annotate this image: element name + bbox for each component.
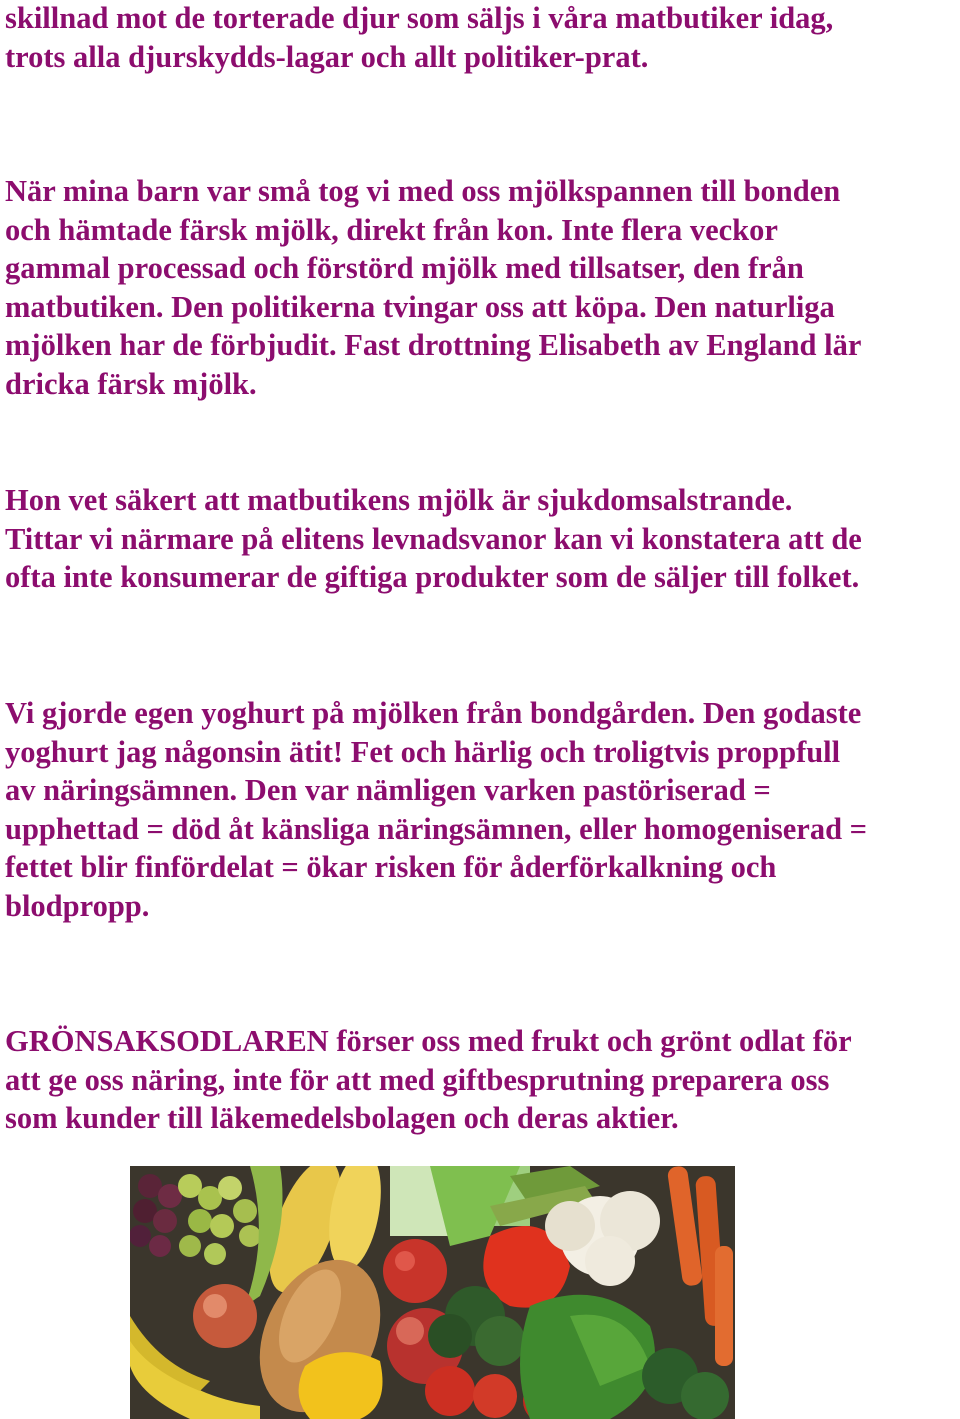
vegetable-basket-photo [130,1166,735,1419]
paragraph-elitens-levnadsvanor: Hon vet säkert att matbutikens mjölk är sjukdomsalstrande. Tittar vi närmare på elitens levnadsvanor kan vi konstatera att de ofta inte konsumerar de giftiga produkter som de säljer till folket. [5,483,862,595]
paragraph-farsk-mjolk: När mina barn var små tog vi med oss mjölkspannen till bonden och hämtade färsk mjölk, direkt från kon. Inte flera veckor gammal processad och förstörd mjölk med tillsatser, den från matbutiken. Den politikerna tvingar oss att köpa. Den naturliga mjölken har de förbjudit. Fast drottning Elisabeth av England lär dricka färsk mjölk. [5,174,862,401]
paragraph-torterade-djur: skillnad mot de torterade djur som säljs i våra matbutiker idag, trots alla djurskydds-lagar och allt politiker-prat. [5,1,834,74]
tomato-icon [383,1239,447,1303]
paragraph-gronsaksodlaren: GRÖNSAKSODLAREN förser oss med frukt och grönt odlat för att ge oss näring, inte för att med giftbesprutning preparera oss som kunder till läkemedelsbolagen och deras aktier. [5,1024,852,1136]
yellow-pepper-icon [299,1352,383,1419]
paragraph-yoghurt: Vi gjorde egen yoghurt på mjölken från bondgården. Den godaste yoghurt jag någonsin ätit! Fet och härlig och troligtvis proppfull av näringsämnen. Den var nämligen varken pastöriserad = upphettad = död åt känsliga näringsämnen, eller homogeniserad = fettet blir finfördelat = ökar risken för åderförkalkning och blodpropp. [5,696,868,923]
